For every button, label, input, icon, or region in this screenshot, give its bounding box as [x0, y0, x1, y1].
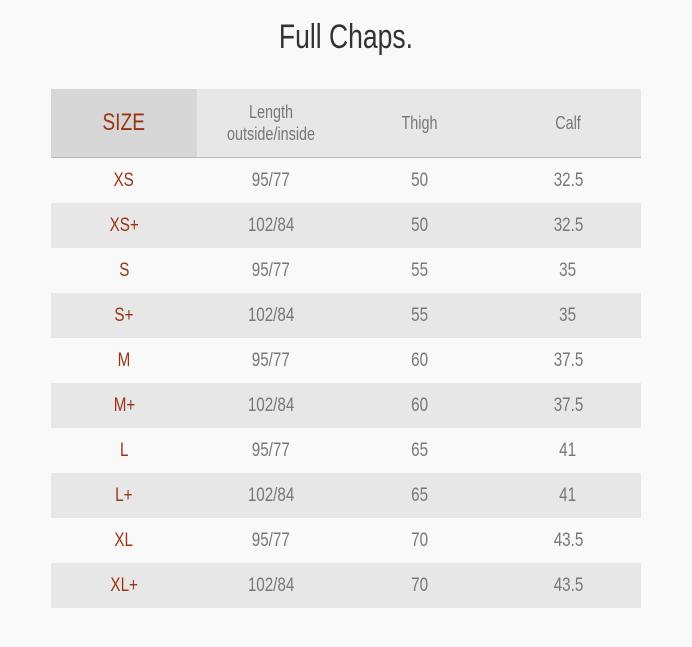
table-row [51, 518, 641, 563]
cell-length: 102/84 [197, 473, 345, 518]
cell-thigh: 70 [411, 529, 429, 551]
cell-thigh: 65 [411, 439, 429, 461]
table-row [51, 158, 641, 204]
cell-thigh: 50 [345, 203, 495, 248]
cell-length: 102/84 [197, 563, 345, 608]
cell-length: 95/77 [251, 259, 291, 281]
cell-size: XL [114, 529, 134, 551]
cell-thigh: 50 [411, 169, 429, 191]
cell-size: L [119, 439, 129, 461]
table-row [51, 293, 641, 338]
cell-size: S [118, 259, 130, 281]
table-row [51, 248, 641, 293]
cell-thigh: 55 [411, 259, 429, 281]
cell-calf: 32.5 [553, 169, 583, 191]
table-row [51, 563, 641, 608]
cell-calf: 37.5 [553, 349, 583, 371]
cell-calf: 41 [495, 473, 641, 518]
cell-thigh: 70 [345, 563, 495, 608]
table-row [51, 473, 641, 518]
cell-length: 102/84 [197, 383, 345, 428]
cell-size: M [117, 349, 131, 371]
cell-thigh: 55 [345, 293, 495, 338]
table-row [51, 383, 641, 428]
cell-calf: 35 [495, 293, 641, 338]
header-calf: Calf [495, 89, 641, 158]
size-chart-table [51, 89, 641, 608]
cell-calf: 43.5 [553, 529, 583, 551]
cell-length: 95/77 [251, 349, 291, 371]
cell-calf: 32.5 [495, 203, 641, 248]
header-size: SIZE [51, 89, 197, 158]
header-length: Length outside/inside [197, 89, 345, 158]
table-row [51, 428, 641, 473]
cell-thigh: 65 [345, 473, 495, 518]
cell-size: L+ [51, 473, 197, 518]
cell-size: XS [113, 169, 135, 191]
cell-thigh: 60 [411, 349, 429, 371]
cell-calf: 41 [559, 439, 577, 461]
table-row [51, 203, 641, 248]
cell-calf: 37.5 [495, 383, 641, 428]
cell-size: XL+ [51, 563, 197, 608]
cell-length: 102/84 [197, 293, 345, 338]
cell-calf: 35 [559, 259, 577, 281]
cell-length: 95/77 [251, 529, 291, 551]
cell-size: S+ [51, 293, 197, 338]
table-header-row [51, 89, 641, 158]
cell-length: 102/84 [197, 203, 345, 248]
table-row [51, 338, 641, 383]
cell-size: XS+ [51, 203, 197, 248]
header-thigh: Thigh [345, 89, 495, 158]
cell-thigh: 60 [345, 383, 495, 428]
cell-length: 95/77 [251, 169, 291, 191]
cell-length: 95/77 [251, 439, 291, 461]
page-title: Full Chaps. [278, 18, 414, 56]
cell-calf: 43.5 [495, 563, 641, 608]
cell-size: M+ [51, 383, 197, 428]
